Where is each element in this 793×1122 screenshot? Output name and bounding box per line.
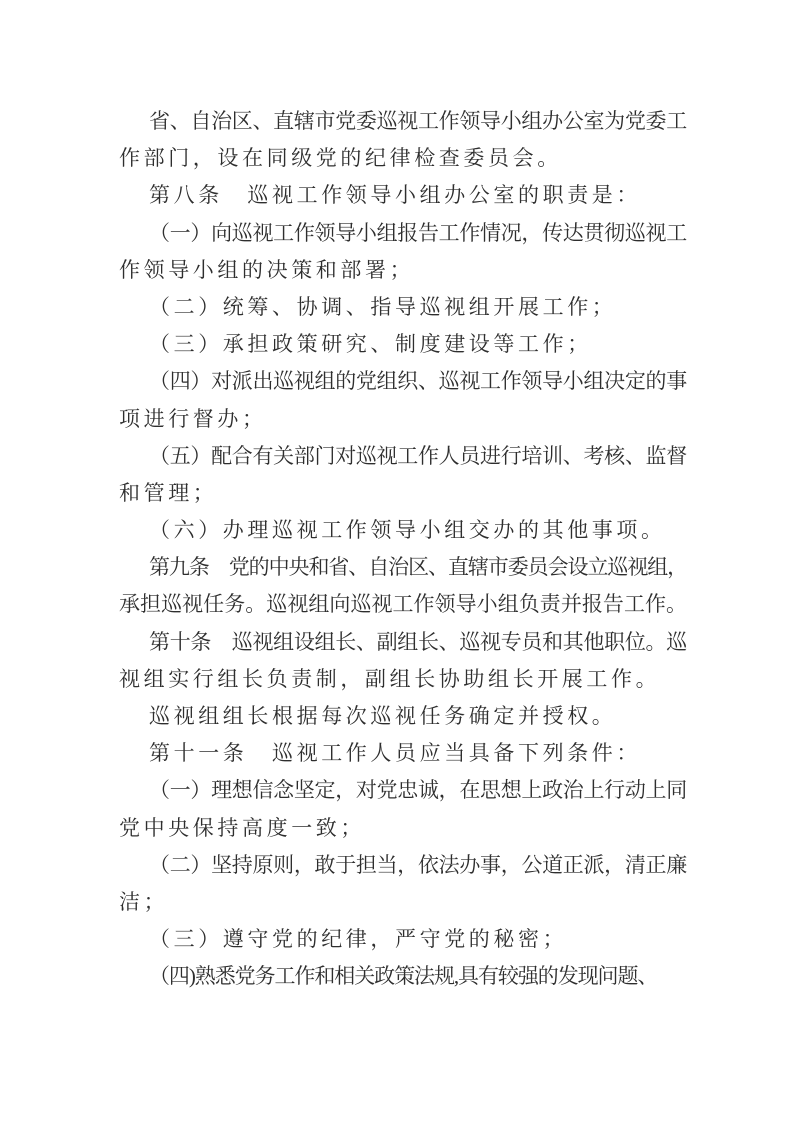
article-11-item-2 — [119, 847, 687, 921]
text-line: 第十一条 巡视工作人员应当具备下列条件： — [149, 741, 641, 766]
article-9 — [119, 549, 687, 623]
text-line: 第九条 党的中央和省、自治区、直辖市委员会设立巡视组， — [149, 555, 688, 580]
article-8-item-5 — [119, 438, 687, 512]
article-8-item-6 — [119, 512, 687, 549]
text-line: 承担巡视任务。巡视组向巡视工作领导小组负责并报告工作。 — [119, 592, 688, 617]
text-line: 视组实行组长负责制，副组长协助组长开展工作。 — [119, 666, 661, 691]
article-8-item-4 — [119, 363, 687, 437]
text-line: 作部门，设在同级党的纪律检查委员会。 — [119, 146, 562, 171]
article-8-item-2 — [119, 289, 687, 326]
text-line: （四）对派出巡视组的党组织、巡视工作领导小组决定的事 — [149, 369, 687, 394]
text-line: （五）配合有关部门对巡视工作人员进行培训、考核、监督 — [149, 443, 687, 468]
text-line: 巡视组组长根据每次巡视任务确定并授权。 — [149, 704, 617, 728]
text-line: 第八条 巡视工作领导小组办公室的职责是： — [149, 183, 641, 208]
document-body — [119, 103, 687, 996]
article-8-item-1 — [119, 215, 687, 289]
text-line: （一）理想信念坚定，对党忠诚，在思想上政治上行动上同 — [149, 778, 687, 803]
text-line: 洁； — [119, 889, 169, 914]
text-line: 党中央保持高度一致； — [119, 815, 365, 840]
text-line: 第十条 巡视组设组长、副组长、巡视专员和其他职位。巡 — [149, 629, 687, 654]
text-line: （二）坚持原则，敢于担当，依法办事，公道正派，清正廉 — [149, 852, 687, 877]
intro-paragraph — [119, 103, 687, 177]
text-line: （六）办理巡视工作领导小组交办的其他事项。 — [149, 518, 666, 543]
article-11-item-3 — [119, 921, 687, 958]
text-line: 和管理； — [119, 480, 218, 505]
text-line: （二）统筹、协调、指导巡视组开展工作； — [149, 294, 617, 319]
text-line: （三）遵守党的纪律，严守党的秘密； — [149, 927, 568, 952]
text-line: （三）承担政策研究、制度建设等工作； — [149, 332, 592, 357]
article-11-item-4 — [119, 958, 687, 995]
article-11-heading — [119, 735, 687, 772]
text-line: 作领导小组的决策和部署； — [119, 257, 415, 282]
article-8-heading — [119, 177, 687, 214]
text-line: 项进行督办； — [119, 406, 267, 431]
article-10 — [119, 624, 687, 698]
article-8-item-3 — [119, 326, 687, 363]
article-11-item-1 — [119, 772, 687, 846]
text-line: 省、自治区、直辖市党委巡视工作领导小组办公室为党委工 — [149, 109, 687, 133]
article-10-paragraph-2 — [119, 698, 687, 735]
text-line: （四)熟悉党务工作和相关政策法规,具有较强的发现问题、 — [149, 964, 658, 989]
text-line: （一）向巡视工作领导小组报告工作情况，传达贯彻巡视工 — [149, 220, 687, 245]
